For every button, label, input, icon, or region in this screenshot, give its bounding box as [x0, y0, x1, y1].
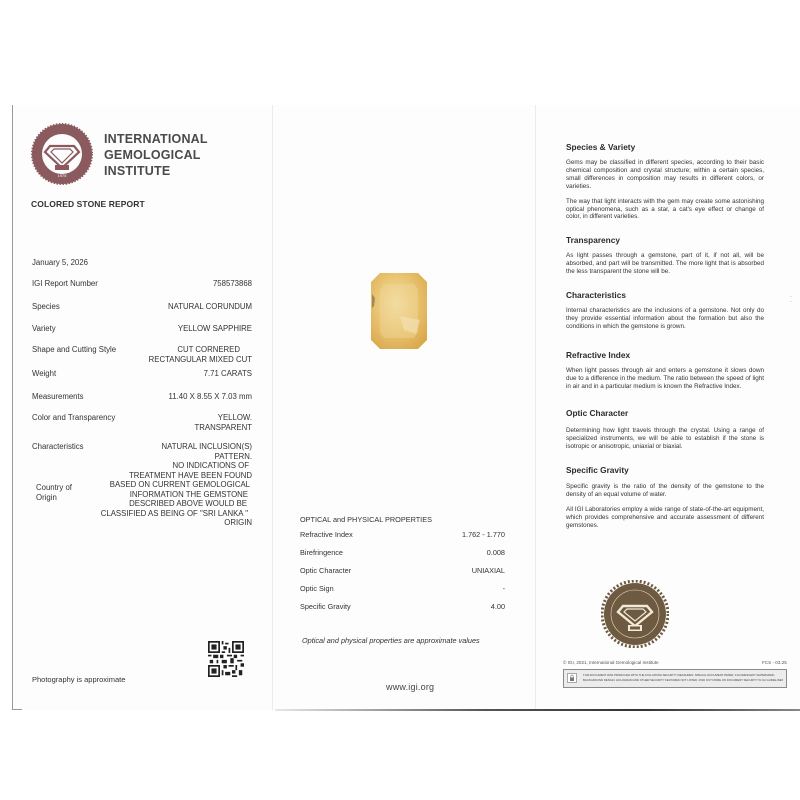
security-notice-bar [563, 669, 787, 688]
form-code: FCS - 03.25 [762, 660, 787, 665]
brand-line-3: INSTITUTE [104, 164, 171, 178]
info-section-species-variety: Species & Variety Gems may be classified in different species, according to their basic chemical composition and crystal structure; within a certain species, small differences in composition may results in different colors, or varieties. The way that light interacts with the gem may create some astonishing optical phenomena, such as a star, a cat's eye effect or change of color, in different varieties. [566, 142, 764, 221]
svg-text:1975: 1975 [57, 173, 67, 178]
brand-line-2: GEMOLOGICAL [104, 148, 201, 162]
middle-panel: OPTICAL and PHYSICAL PROPERTIES Refractive Index 1.762 - 1.770 Birefringence 0.008 Optic Character UNIAXIAL Optic Sign - Specific Gravity 4.00 Optical and physical properties are approximate values www.igi.org [290, 105, 530, 705]
info-section-optic-character: Optic Character Determining how light travels through the crystal. Using a range of specialized instruments, we will be able to establish if the stone is isotropic or anisotropic, uniaxial or biaxial. [566, 408, 764, 450]
scan-artifact: · · [790, 294, 792, 306]
photography-note: Photography is approximate [32, 675, 126, 684]
fold-line-left [272, 105, 273, 710]
info-section-characteristics: Characteristics Internal characteristics are the inclusions of a gemstone. Not only do they provide essential information about the formation but also the conditions in which the gemstone is grown. [566, 290, 764, 330]
properties-title: OPTICAL and PHYSICAL PROPERTIES [300, 515, 432, 524]
website-link[interactable]: www.igi.org [386, 682, 435, 692]
left-panel: 1975 INTERNATIONAL GEMOLOGICAL INSTITUTE COLORED STONE REPORT January 5, 2026 IGI Report Number 758573868 Species NATURAL CORUNDUM Variety YELLOW SAPPHIRE Shape and Cutting Style CUT CORNERED RECTANGULAR MIXED CUT Weight 7.71 CARATS Measurements 11.40 X 8.55 X 7.03 mm Color and Transparency YELLOW. TRANSPARENT Characteristics NATURAL INCLUSION(S) PATTERN. NO INDICATIONS OF TREATMENT HAVE BEEN FOUND Country of Origin BASED ON CURRENT GEMOLOGICAL INFORMATION THE GEMSTONE DESCRIBED ABOVE WOULD BE CLASSIFIED AS BEING OF "SRI LANKA " ORIGIN Photography is approximate [22, 105, 262, 705]
report-title: COLORED STONE REPORT [31, 199, 145, 209]
security-notice-text: THIS DOCUMENT WAS PRODUCED WITH THE FOLLOWING SECURITY MEASURES: SPECIAL DOCUMENT PAPER, FLUORESCENT WATERMARK, BACKGROUND DESIGN, HOLOGRAM AND OTHER SECURITY FEATURES NOT LISTED. FIND OUT MORE ON DOCUMENT SECURITY IN IGI GUIDELINES [583, 673, 783, 682]
gemstone-photo [370, 272, 428, 350]
igi-logo-icon [30, 122, 94, 186]
right-panel [563, 105, 787, 705]
fold-line-right [535, 105, 536, 710]
sheet-edge [12, 709, 22, 710]
brand-name [104, 131, 208, 179]
info-section-refractive-index: Refractive Index When light passes through air and enters a gemstone it slows down due to a difference in the medium. The ratio between the speed of light in air and in a particular medium is known the Refractive Index. [566, 350, 764, 390]
brand-line-1: INTERNATIONAL [104, 132, 208, 146]
igi-seal-icon [601, 580, 669, 648]
copyright-text: © IGI, 2021, International Gemological Institute [563, 660, 659, 665]
info-section-transparency: Transparency As light passes through a gemstone, part of it, if not all, will be absorbed, and part will be transmitted. The more light that is absorbed the less transparent the stone will be. [566, 235, 764, 275]
properties-note: Optical and physical properties are approximate values [302, 636, 480, 645]
document-lock-icon [567, 673, 577, 683]
sheet-shadow [275, 709, 800, 711]
qr-code-icon[interactable] [208, 641, 244, 677]
info-section-specific-gravity: Specific Gravity Specific gravity is the ratio of the density of the gemstone to the density of an equal volume of water. All IGI Laboratories employ a wide range of state-of-the-art equipment, which provides comprehensive and accurate assessment of different gemstones. [566, 465, 764, 529]
